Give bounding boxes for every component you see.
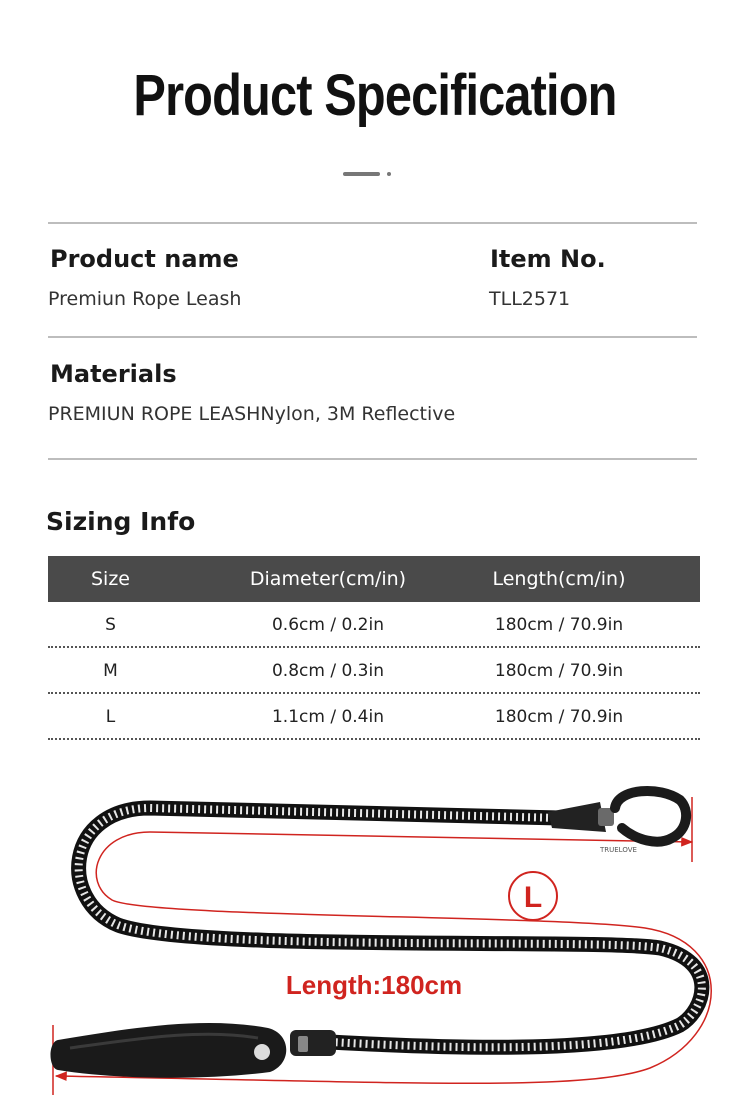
length-cell: 180cm / 70.9in: [494, 661, 624, 681]
column-header-diameter: Diameter(cm/in): [249, 568, 407, 590]
column-header-size: Size: [90, 568, 130, 590]
size-cell: M: [103, 661, 118, 681]
page-title: Product Specification: [133, 63, 617, 128]
divider-top: [48, 222, 697, 224]
product-name-label: Product name: [50, 245, 239, 273]
materials-label: Materials: [50, 360, 177, 388]
item-number-label: Item No.: [490, 245, 606, 273]
sizing-info-title: Sizing Info: [46, 507, 196, 536]
table-row: [48, 694, 700, 740]
leash-end-cap: [548, 802, 606, 832]
diameter-cell: 0.8cm / 0.3in: [271, 661, 384, 681]
brand-logo-icon: [254, 1044, 270, 1060]
length-cell: 180cm / 70.9in: [494, 615, 624, 635]
ring-icon: [298, 1036, 308, 1052]
table-row: [48, 602, 700, 648]
leash-bottom-connector: [290, 1030, 336, 1056]
divider-bottom: [48, 458, 697, 460]
table-row: [48, 648, 700, 694]
leash-rope: [79, 808, 702, 1047]
length-cell: 180cm / 70.9in: [494, 707, 624, 727]
length-label: Length:180cm: [285, 970, 463, 1000]
divider-middle: [48, 336, 697, 338]
title-divider-dot: [387, 172, 391, 176]
size-cell: L: [105, 707, 116, 727]
sizing-table: [48, 556, 700, 740]
leash-handle: [51, 1023, 287, 1078]
product-name-value: Premiun Rope Leash: [48, 288, 242, 310]
length-marker: L: [523, 881, 543, 914]
title-divider: [343, 172, 393, 176]
column-header-length: Length(cm/in): [492, 568, 626, 590]
size-cell: S: [105, 615, 116, 635]
carabiner-icon: [615, 791, 686, 842]
title-divider-dash: [343, 172, 380, 176]
leash-diagram: [0, 760, 750, 1119]
diameter-cell: 1.1cm / 0.4in: [271, 707, 384, 727]
materials-value: PREMIUN ROPE LEASHNylon, 3M Reflective: [48, 403, 456, 425]
diameter-cell: 0.6cm / 0.2in: [271, 615, 384, 635]
sizing-table-header: [48, 556, 700, 602]
brand-mark: TRUELOVE: [600, 846, 637, 854]
item-number-value: TLL2571: [489, 288, 571, 310]
